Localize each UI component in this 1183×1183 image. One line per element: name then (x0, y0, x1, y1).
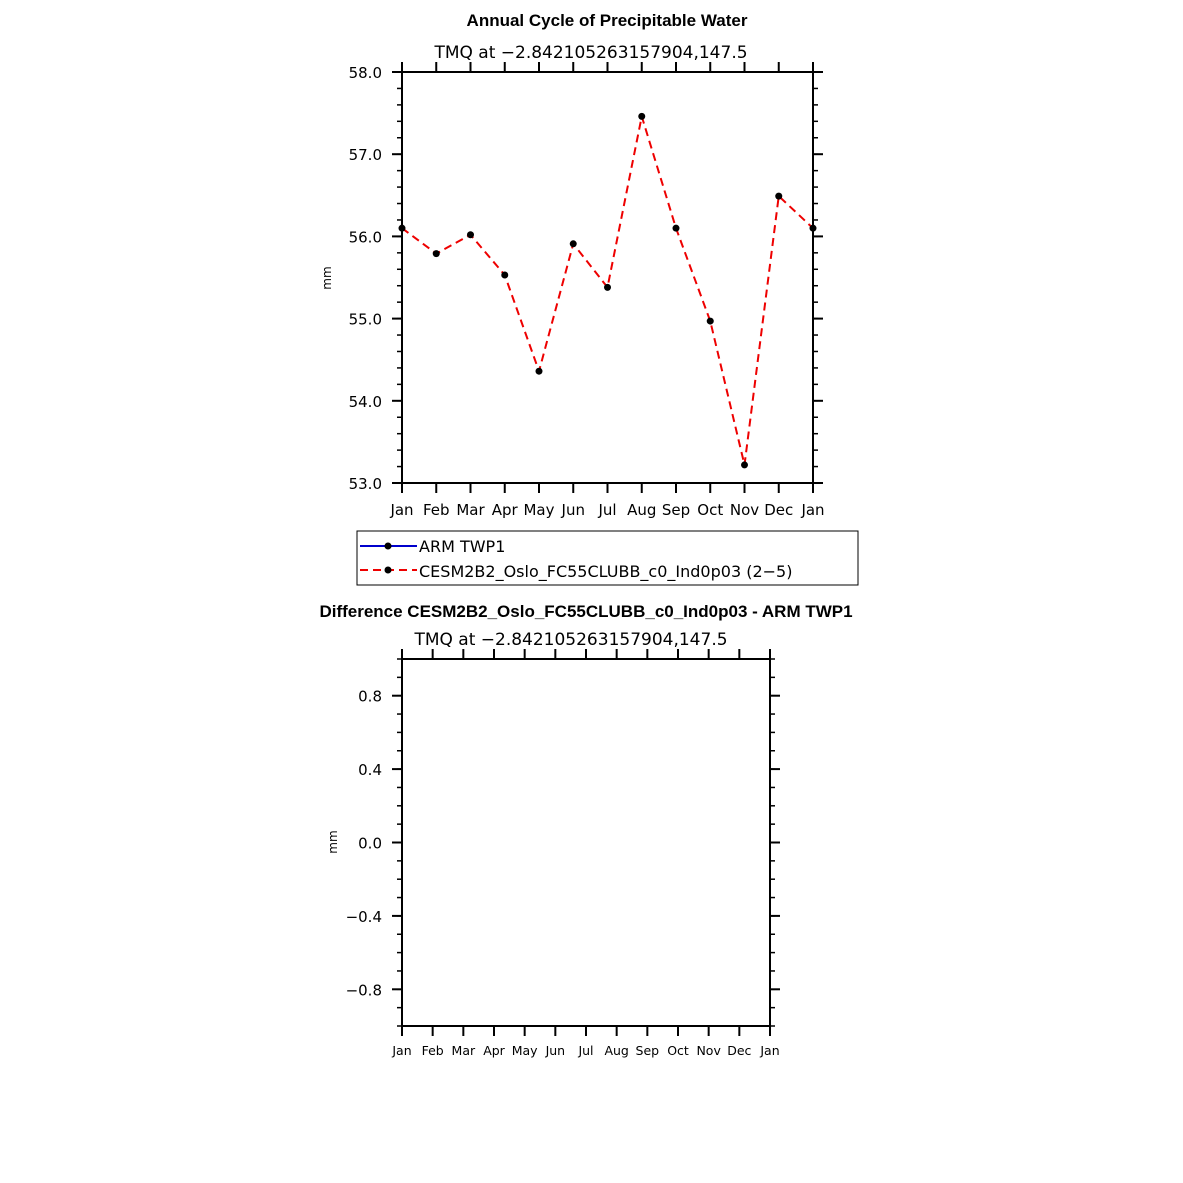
chart0-xtick-label: Mar (456, 501, 485, 519)
chart0-data-point (399, 225, 406, 232)
chart1-xtick-label: May (511, 1043, 538, 1058)
chart0-data-point (810, 225, 817, 232)
top-chart-title: Annual Cycle of Precipitable Water (466, 11, 748, 30)
chart1-xtick-label: Jul (578, 1043, 594, 1058)
chart0-xtick-label: Sep (661, 501, 691, 519)
chart1-xtick-label: Feb (421, 1043, 444, 1058)
chart0-xtick-label: Nov (729, 501, 760, 519)
chart0-ytick-label: 55.0 (348, 310, 382, 329)
chart0-xtick-label: May (523, 501, 555, 519)
chart0-data-point (707, 318, 714, 325)
legend-marker-arm (385, 543, 392, 550)
chart1-xtick-label: Jan (392, 1043, 412, 1058)
bottom-chart-subtitle: TMQ at −2.842105263157904,147.5 (414, 630, 728, 650)
chart1-xtick-label: Jan (760, 1043, 780, 1058)
top-chart (320, 11, 825, 519)
legend-label-arm: ARM TWP1 (419, 537, 506, 556)
legend-marker-cesm (385, 567, 392, 574)
chart0-xtick-label: Jun (561, 501, 585, 519)
bottom-plot-area (346, 649, 780, 1058)
chart1-xtick-label: Dec (727, 1043, 752, 1058)
chart0-xtick-label: Jan (801, 501, 825, 519)
chart0-xtick-label: Dec (764, 501, 794, 519)
chart1-frame (402, 659, 770, 1026)
chart1-ytick-label: 0.4 (358, 761, 382, 780)
chart0-xtick-label: Jan (390, 501, 414, 519)
chart0-ytick-label: 53.0 (348, 475, 382, 493)
legend-label-cesm: CESM2B2_Oslo_FC55CLUBB_c0_Ind0p03 (2−5) (419, 562, 793, 581)
chart0-data-point (638, 113, 645, 120)
chart0-xtick-label: Jul (598, 501, 617, 519)
chart1-ytick-label: 0.8 (358, 687, 382, 706)
chart1-xtick-label: Apr (483, 1043, 505, 1058)
chart0-data-point (536, 368, 543, 375)
chart0-data-point (433, 250, 440, 257)
chart0-xtick-label: Feb (422, 501, 450, 519)
chart1-xtick-label: Oct (667, 1043, 689, 1058)
chart1-xtick-label: Jun (545, 1043, 566, 1058)
bottom-chart-title: Difference CESM2B2_Oslo_FC55CLUBB_c0_Ind0p03 - ARM TWP1 (319, 602, 853, 621)
chart0-ytick-label: 54.0 (348, 392, 382, 411)
chart0-xtick-label: Apr (491, 501, 518, 519)
chart0-xtick-label: Oct (697, 501, 724, 519)
chart1-ytick-label: −0.8 (345, 981, 382, 1000)
legend (357, 531, 858, 585)
chart0-data-point (501, 272, 508, 279)
top-chart-subtitle: TMQ at −2.842105263157904,147.5 (434, 43, 748, 63)
chart1-xtick-label: Sep (635, 1043, 660, 1058)
chart0-ytick-label: 56.0 (348, 228, 382, 247)
chart0-data-point (775, 193, 782, 200)
chart1-ytick-label: −0.4 (345, 907, 382, 926)
bottom-chart-ylabel: mm (326, 830, 340, 854)
chart0-data-point (741, 461, 748, 468)
chart0-data-point (604, 284, 611, 291)
bottom-chart (319, 602, 852, 1058)
chart0-xtick-label: Aug (627, 501, 657, 519)
chart0-ytick-label: 57.0 (348, 146, 382, 165)
chart0-ytick-label: 58.0 (348, 64, 382, 82)
chart1-xtick-label: Aug (604, 1043, 629, 1058)
top-chart-ylabel: mm (320, 266, 334, 290)
chart1-xtick-label: Mar (451, 1043, 476, 1058)
top-plot-area (349, 62, 825, 519)
chart0-data-point (570, 240, 577, 247)
chart0-data-point (467, 231, 474, 238)
chart0-frame (402, 72, 813, 483)
chart1-ytick-label: 0.0 (358, 834, 382, 853)
chart0-data-point (673, 225, 680, 232)
chart1-xtick-label: Nov (696, 1043, 721, 1058)
